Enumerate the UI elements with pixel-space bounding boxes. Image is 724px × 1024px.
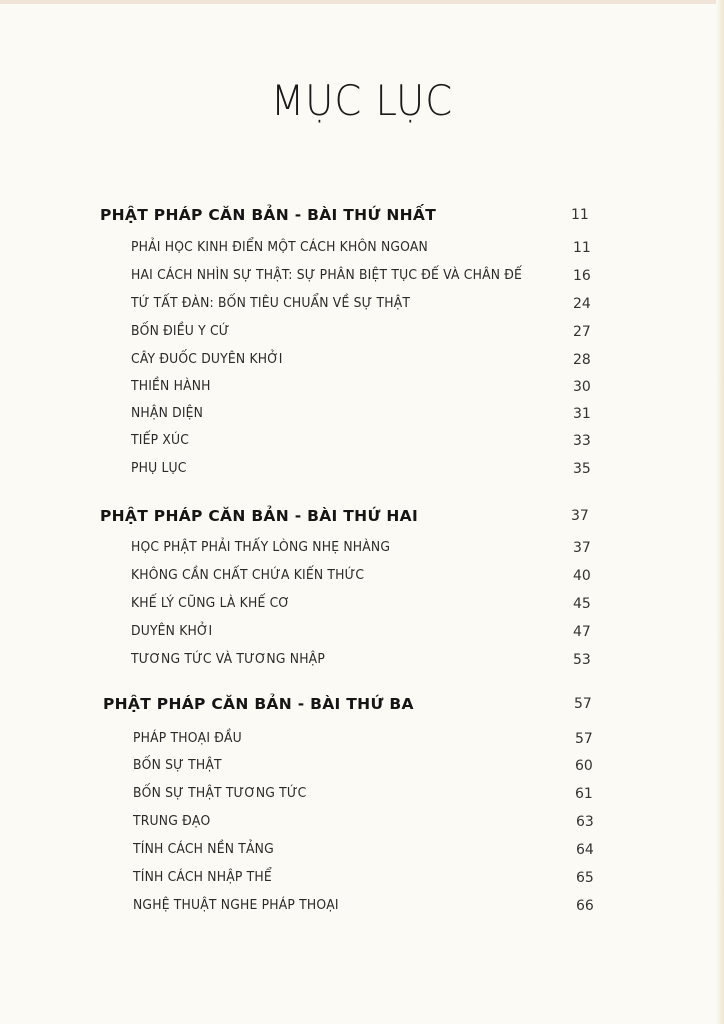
toc-entry	[0, 291, 724, 317]
toc-entry-page: 64	[576, 842, 594, 858]
toc-entry-label: TÍNH CÁCH NỀN TẢNG	[133, 842, 274, 857]
toc-entry-label: TRUNG ĐẠO	[133, 814, 211, 829]
toc-entry-page: 53	[573, 652, 591, 668]
toc-entry-page: 57	[575, 731, 593, 747]
toc-entry-page: 27	[573, 324, 591, 340]
toc-entry	[0, 374, 724, 400]
toc-entry-page: 66	[576, 898, 594, 914]
toc-entry	[0, 837, 724, 863]
toc-entry-page: 47	[573, 624, 591, 640]
toc-entry-page: 63	[576, 814, 594, 830]
toc-entry-label: KHẾ LÝ CŨNG LÀ KHẾ CƠ	[131, 596, 290, 611]
page-top-edge	[0, 0, 724, 4]
toc-entry-label: NGHỆ THUẬT NGHE PHÁP THOẠI	[133, 898, 339, 913]
toc-entry	[0, 319, 724, 345]
section-heading	[0, 202, 724, 228]
toc-entry-label: BỐN SỰ THẬT	[133, 758, 222, 773]
toc-entry-page: 33	[573, 433, 591, 449]
toc-entry-label: HỌC PHẬT PHẢI THẤY LÒNG NHẸ NHÀNG	[131, 540, 391, 555]
toc-entry-page: 28	[573, 352, 591, 368]
toc-entry-label: THIỀN HÀNH	[131, 379, 211, 394]
toc-entry-label: TÍNH CÁCH NHẬP THỂ	[133, 870, 272, 885]
page-title: MỤC LỤC	[270, 76, 454, 125]
toc-entry	[0, 401, 724, 427]
toc-entry	[0, 235, 724, 261]
toc-entry	[0, 428, 724, 454]
toc-entry-page: 37	[573, 540, 591, 556]
toc-entry	[0, 893, 724, 919]
toc-entry	[0, 535, 724, 561]
toc-entry	[0, 619, 724, 645]
toc-entry-page: 45	[573, 596, 591, 612]
toc-entry	[0, 726, 724, 752]
toc-entry	[0, 347, 724, 373]
toc-entry-label: BỐN SỰ THẬT TƯƠNG TỨC	[133, 786, 307, 801]
toc-entry-page: 61	[575, 786, 593, 802]
section-heading-label: PHẬT PHÁP CĂN BẢN - BÀI THỨ BA	[103, 695, 414, 713]
toc-entry-label: DUYÊN KHỞI	[131, 624, 213, 639]
toc-entry-page: 11	[573, 240, 591, 256]
toc-entry	[0, 456, 724, 482]
toc-entry-page: 30	[573, 379, 591, 395]
toc-entry-page: 35	[573, 461, 591, 477]
toc-entry-label: BỐN ĐIỀU Y CỨ	[131, 324, 230, 339]
toc-entry	[0, 263, 724, 289]
toc-entry-label: NHẬN DIỆN	[131, 406, 204, 421]
toc-entry	[0, 865, 724, 891]
section-heading-label: PHẬT PHÁP CĂN BẢN - BÀI THỨ HAI	[100, 507, 419, 525]
toc-entry-page: 60	[575, 758, 593, 774]
toc-entry	[0, 809, 724, 835]
section-heading	[0, 691, 724, 717]
toc-entry	[0, 753, 724, 779]
toc-entry-page: 16	[573, 268, 591, 284]
toc-entry-page: 40	[573, 568, 591, 584]
section-heading-page: 11	[571, 207, 589, 223]
toc-entry	[0, 591, 724, 617]
toc-entry	[0, 563, 724, 589]
toc-entry-label: CÂY ĐUỐC DUYÊN KHỞI	[131, 352, 283, 367]
toc-entry-label: PHẢI HỌC KINH ĐIỂN MỘT CÁCH KHÔN NGOAN	[131, 240, 428, 255]
toc-entry	[0, 647, 724, 673]
toc-entry-label: KHÔNG CẦN CHẤT CHỨA KIẾN THỨC	[131, 568, 365, 583]
toc-entry-label: TỨ TẤT ĐÀN: BỐN TIÊU CHUẨN VỀ SỰ THẬT	[131, 296, 411, 311]
toc-entry-label: HAI CÁCH NHÌN SỰ THẬT: SỰ PHÂN BIỆT TỤC ĐẾ VÀ CHÂN ĐẾ	[131, 268, 523, 283]
toc-entry-label: TƯƠNG TỨC VÀ TƯƠNG NHẬP	[131, 652, 325, 667]
toc-entry	[0, 781, 724, 807]
toc-entry-label: TIẾP XÚC	[131, 433, 190, 448]
toc-entry-page: 31	[573, 406, 591, 422]
section-heading-label: PHẬT PHÁP CĂN BẢN - BÀI THỨ NHẤT	[100, 206, 437, 224]
toc-entry-page: 65	[576, 870, 594, 886]
toc-entry-page: 24	[573, 296, 591, 312]
section-heading-page: 37	[571, 508, 589, 524]
section-heading	[0, 503, 724, 529]
toc-entry-label: PHÁP THOẠI ĐẦU	[133, 731, 242, 746]
toc-entry-label: PHỤ LỤC	[131, 461, 187, 476]
section-heading-page: 57	[574, 696, 592, 712]
